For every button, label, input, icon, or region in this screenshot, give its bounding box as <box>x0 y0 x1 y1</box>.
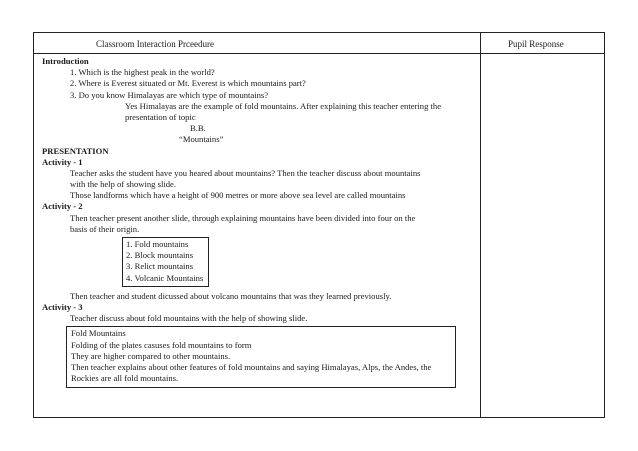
activity-2-line-2: basis of their origin. <box>70 223 140 234</box>
fold-box-line: Then teacher explains about other features of fold mountains and saying Himalayas, Alps, the Andes, the <box>71 361 432 372</box>
column-divider <box>480 33 481 417</box>
presentation-heading: PRESENTATION <box>42 145 109 156</box>
list-item: 1. Fold mountains <box>126 239 189 249</box>
header-procedure: Classroom Interaction Prceedure <box>96 39 214 49</box>
fold-box-line: Rockies are all fold mountains. <box>71 373 179 384</box>
fold-box-line: Fold Mountains <box>71 328 126 339</box>
table-header-row <box>34 33 604 54</box>
activity-1-line-1: Teacher asks the student have you heared about mountains? Then the teacher discuss about mountains <box>70 167 421 178</box>
topic-title: “Mountains” <box>179 134 224 145</box>
activity-1-heading: Activity - 1 <box>42 156 83 167</box>
introduction-heading: Introduction <box>42 56 89 66</box>
mountain-types-box <box>122 237 209 287</box>
blackboard-label: B.B. <box>190 123 206 134</box>
intro-question-2: 2. Where is Everest situated or Mt. Everest is which mountains part? <box>70 78 306 89</box>
intro-answer-line-2: presentation of topic <box>125 111 196 122</box>
activity-2-line-1: Then teacher present another slide, through explaining mountains have been divided into four on the <box>70 212 416 223</box>
activity-3-heading: Activity - 3 <box>42 301 83 312</box>
activity-2-heading: Activity - 2 <box>42 201 83 212</box>
activity-1-line-3: Those landforms which have a height of 900 metres or more above sea level are called mountains <box>70 190 406 201</box>
list-item: 4. Volcanic Mountains <box>126 272 204 283</box>
procedure-cell <box>42 56 472 388</box>
list-item: 2. Block mountains <box>126 250 194 261</box>
fold-box-line: Folding of the plates casuses fold mountains to form <box>71 339 252 350</box>
fold-box-line: They are higher compared to other mountains. <box>71 350 231 361</box>
activity-3-line-1: Teacher discuss about fold mountains with the help of showing slide. <box>70 313 308 324</box>
list-item: 3. Relict mountains <box>126 261 194 272</box>
activity-1-line-2: with the help of showing slide. <box>70 179 176 190</box>
lesson-table <box>33 32 605 418</box>
intro-question-1: 1. Which is the highest peak in the world? <box>70 67 215 78</box>
header-pupil-response: Pupil Response <box>508 39 564 49</box>
intro-question-3: 3. Do you know Himalayas are which type of mountains? <box>70 89 269 100</box>
activity-2-after: Then teacher and student dicussed about volcano mountains that was they learned previously. <box>70 290 392 301</box>
intro-answer-line-1: Yes Himalayas are the example of fold mountains. After explaining this teacher entering the <box>125 100 442 111</box>
fold-mountains-box <box>66 326 456 388</box>
